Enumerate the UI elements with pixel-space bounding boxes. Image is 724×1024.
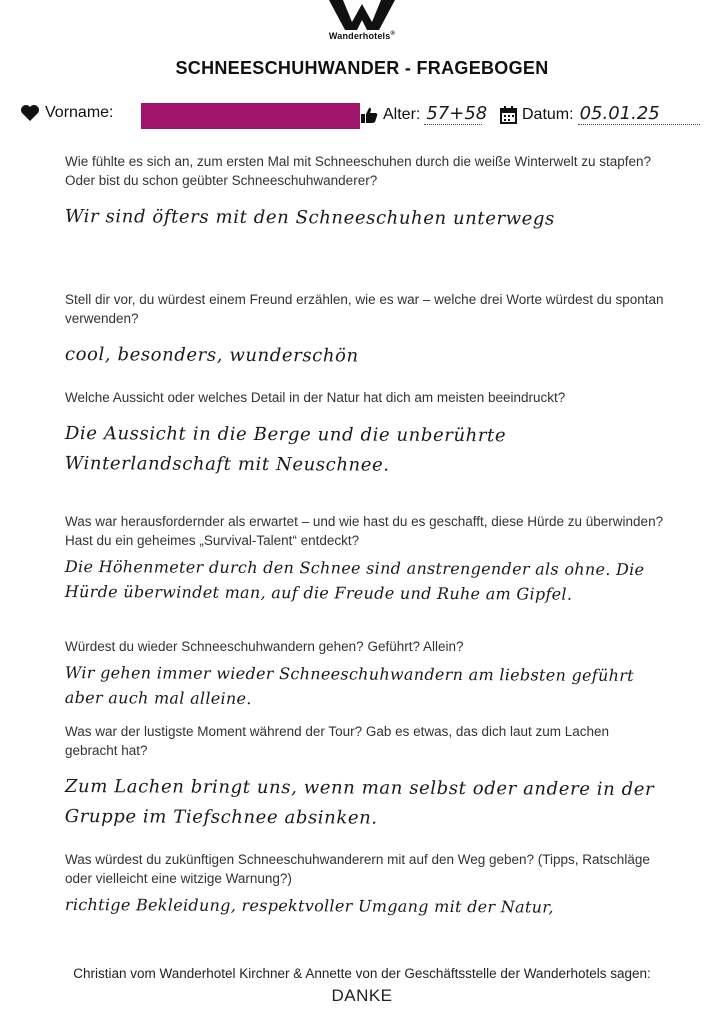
footer-text: Christian vom Wanderhotel Kirchner & Annette von der Geschäftsstelle der Wanderhotels sagen:	[73, 966, 651, 981]
calendar-icon	[500, 106, 517, 124]
answer-text[interactable]: Wir sind öfters mit den Schneeschuhen unterwegs	[64, 205, 555, 230]
page-title: SCHNEESCHUHWANDER - FRAGEBOGEN	[175, 58, 549, 78]
question-text: Wie fühlte es sich an, zum ersten Mal mit Schneeschuhen durch die weiße Winterwelt zu stapfen? Oder bist du schon geübter Schneeschuhwanderer?	[65, 154, 652, 188]
thumbs-up-icon	[360, 106, 378, 124]
vorname-redaction	[141, 103, 360, 129]
question-block-4	[65, 512, 665, 604]
answer-text[interactable]: richtige Bekleidung, respektvoller Umgang mit der Natur,	[64, 894, 554, 917]
question-text: Stell dir vor, du würdest einem Freund erzählen, wie es war – welche drei Worte würdest du spontan verwenden?	[65, 292, 664, 326]
question-block-5	[65, 637, 665, 710]
answer-text[interactable]: Zum Lachen bringt uns, wenn man selbst oder andere in der Gruppe im Tiefschnee absinken.	[64, 775, 655, 829]
heart-icon	[20, 104, 40, 122]
question-text: Was würdest du zukünftigen Schneeschuhwanderern mit auf den Weg geben? (Tipps, Ratschläge oder vielleicht eine witzige Warnung?)	[65, 852, 650, 886]
answer-text[interactable]: Die Höhenmeter durch den Schnee sind anstrengender als ohne. Die Hürde überwindet man, auf die Freude und Ruhe am Gipfel.	[64, 556, 645, 604]
answer-text[interactable]: cool, besonders, wunderschön	[64, 343, 359, 367]
datum-value[interactable]: 05.01.25	[578, 104, 700, 125]
datum-field	[500, 104, 700, 125]
brand-name: Wanderhotels®	[328, 31, 396, 41]
header-fields	[20, 104, 710, 132]
thanks-text: DANKE	[331, 986, 393, 1005]
question-text: Was war der lustigste Moment während der Tour? Gab es etwas, das dich laut zum Lachen gebracht hat?	[65, 724, 610, 758]
vorname-label: Vorname:	[45, 104, 114, 121]
answer-text[interactable]: Die Aussicht in die Berge und die unberührte Winterlandschaft mit Neuschnee.	[64, 422, 507, 476]
question-text: Was war herausfordernder als erwartet – und wie hast du es geschafft, diese Hürde zu überwinden? Hast du ein geheimes „Survival-Talent“ entdeckt?	[65, 514, 664, 548]
vorname-field	[20, 104, 113, 122]
wanderhotels-w-logo-icon	[329, 0, 395, 30]
brand-logo	[0, 0, 724, 41]
question-block-3	[65, 388, 665, 479]
question-text: Welche Aussicht oder welches Detail in der Natur hat dich am meisten beeindruckt?	[65, 390, 566, 405]
answer-text[interactable]: Wir gehen immer wieder Schneeschuhwandern am liebsten geführt aber auch mal alleine.	[64, 662, 634, 708]
alter-value[interactable]: 57+58	[426, 103, 488, 124]
alter-field	[360, 103, 488, 125]
question-block-1	[65, 152, 665, 232]
question-block-6	[65, 722, 665, 832]
question-block-2	[65, 290, 665, 370]
alter-label: Alter:	[383, 105, 421, 123]
question-text: Würdest du wieder Schneeschuhwandern gehen? Geführt? Allein?	[65, 639, 464, 654]
datum-label: Datum:	[522, 105, 574, 123]
question-block-7	[65, 850, 665, 917]
